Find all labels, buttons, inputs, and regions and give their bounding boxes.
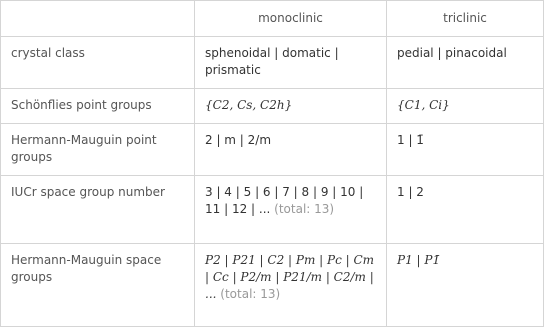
cell-monoclinic (195, 244, 387, 327)
row-label: Schönflies point groups (1, 89, 195, 124)
table-row (1, 124, 544, 176)
cell-triclinic: pedial | pinacoidal (387, 37, 544, 89)
header-triclinic: triclinic (387, 1, 544, 37)
row-label: Hermann-Mauguin space groups (1, 244, 195, 327)
cell-monoclinic (195, 176, 387, 244)
row-label: IUCr space group number (1, 176, 195, 244)
cell-triclinic: 1 | 2 (387, 176, 544, 244)
header-blank (1, 1, 195, 37)
cell-triclinic (387, 244, 544, 327)
total-note: (total: 13) (274, 202, 335, 216)
table-row (1, 244, 544, 327)
table-row (1, 89, 544, 124)
math-text: {C2, Cs, C2h} (205, 98, 293, 112)
cell-triclinic (387, 89, 544, 124)
row-label: Hermann-Mauguin point groups (1, 124, 195, 176)
total-note: (total: 13) (220, 287, 281, 301)
row-label: crystal class (1, 37, 195, 89)
math-text: {C1, Ci} (397, 98, 450, 112)
value-list: 3 | 4 | 5 | 6 | 7 | 8 | 9 | 10 | 11 | 12 | ... (205, 185, 364, 216)
value-list: P2 | P21 | C2 | Pm | Pc | Cm | Cc | P2/m | P21/m | C2/m | ... (205, 253, 375, 301)
cell-monoclinic: sphenoidal | domatic | prismatic (195, 37, 387, 89)
table-row (1, 37, 544, 89)
math-text: P1 | P1̄ (397, 253, 441, 267)
header-monoclinic: monoclinic (195, 1, 387, 37)
cell-triclinic: 1 | 1̄ (387, 124, 544, 176)
table-row (1, 176, 544, 244)
cell-monoclinic (195, 89, 387, 124)
header-row (1, 1, 544, 37)
cell-monoclinic: 2 | m | 2/m (195, 124, 387, 176)
